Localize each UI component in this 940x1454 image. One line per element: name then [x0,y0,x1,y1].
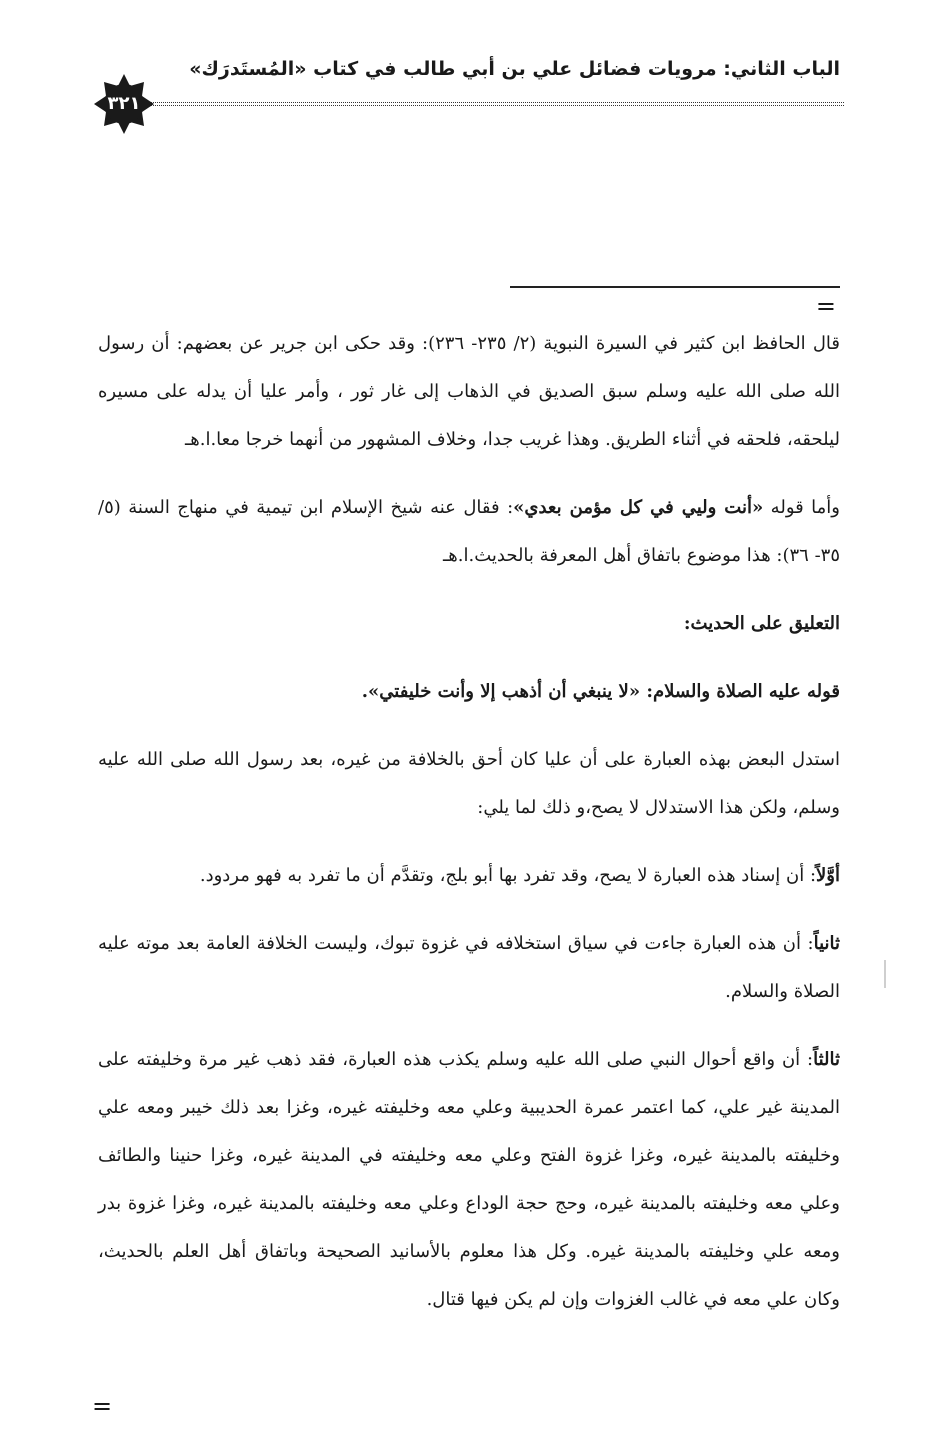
footnote-separator [510,286,840,288]
continuation-mark-top: = [815,292,836,320]
point-third [98,1036,840,1324]
quote-end: . [361,681,369,702]
point-label: ثانياً [813,933,840,954]
paragraph-ibn-kathir: قال الحافظ ابن كثير في السيرة النبوية (٢/ ٢٣٥- ٢٣٦): وقد حكى ابن جرير عن بعضهم: أن رسول الله صلى الله عليه وسلم سبق الصديق في الذهاب إلى غار ثور ، وأمر عليا أن يدله على مسيره ليلحقه، فلحقه في أثناء الطريق. وهذا غريب جدا، وخلاف المشهور من أنهما خرجا معا.ا.هـ [98,333,840,450]
section-heading: التعليق على الحديث: [683,613,840,634]
point-text: : أن إسناد هذه العبارة لا يصح، وقد تفرد بها أبو بلج، وتقدَّم أن ما تفرد به فهو مردود. [199,865,817,886]
point-text: : أن هذه العبارة جاءت في سياق استخلافه في غزوة تبوك، وليست الخلافة العامة بعد موته عليه الصلاة والسلام. [98,933,840,1002]
point-label: ثالثاً [813,1049,840,1070]
text-segment: : فقال عنه شيخ الإسلام ابن تيمية في منهاج السنة (٥/ ٣٥- ٣٦): هذا موضوع باتفاق أهل المعرفة بالحديث.ا.هـ [98,497,840,566]
quote-line [98,668,840,716]
quote-text: «لا ينبغي أن أذهب إلا وأنت خليفتي» [368,681,641,702]
running-header: الباب الثاني: مرويات فضائل علي بن أبي طالب في كتاب «المُستَدرَك» [189,58,840,80]
header-rule-second [150,105,844,106]
page-number-badge [92,72,156,136]
point-text: : أن واقع أحوال النبي صلى الله عليه وسلم يكذب هذه العبارة، فقد ذهب غير مرة وخليفته على المدينة غير علي، كما اعتمر عمرة الحديبية وعلي معه وخليفته غيره، وغزا بعد ذلك خيبر ومعه علي وخليفته بالمدينة غيره، وغزا غزوة الفتح وعلي معه وخليفته في المدينة غيره، وغزا حنينا والطائف وعلي معه وخليفته بالمدينة غيره، وحج حجة الوداع وعلي معه وخليفته بالمدينة غيره، وغزا غزوة بدر ومعه علي وخليفته بالمدينة غيره. وكل هذا معلوم بالأسانيد الصحيحة وباتفاق أهل العلم بالحديث، وكان علي معه في غالب الغزوات وإن لم يكن فيها قتال. [98,1049,840,1310]
paragraph-intro: استدل البعض بهذه العبارة على أن عليا كان أحق بالخلافة من غيره، بعد رسول الله صلى الله عليه وسلم، ولكن هذا الاستدلال لا يصح،و ذلك لما يلي: [98,749,840,818]
point-second [98,920,840,1016]
footnote-body [98,320,840,1344]
page-number: ٣٢١ [107,93,141,114]
continuation-mark-bottom: = [92,1392,113,1420]
paragraph-ibn-taymiyya [98,484,840,580]
header-rule [150,102,844,103]
quote-label: قوله عليه الصلاة والسلام: [640,681,840,702]
text-segment: وأما قوله [763,497,840,518]
quoted-hadith-bold: «أنت وليي في كل مؤمن بعدي» [513,497,764,518]
point-first [98,852,840,900]
point-label: أوَّلاً [816,865,840,886]
margin-mark [884,960,886,988]
